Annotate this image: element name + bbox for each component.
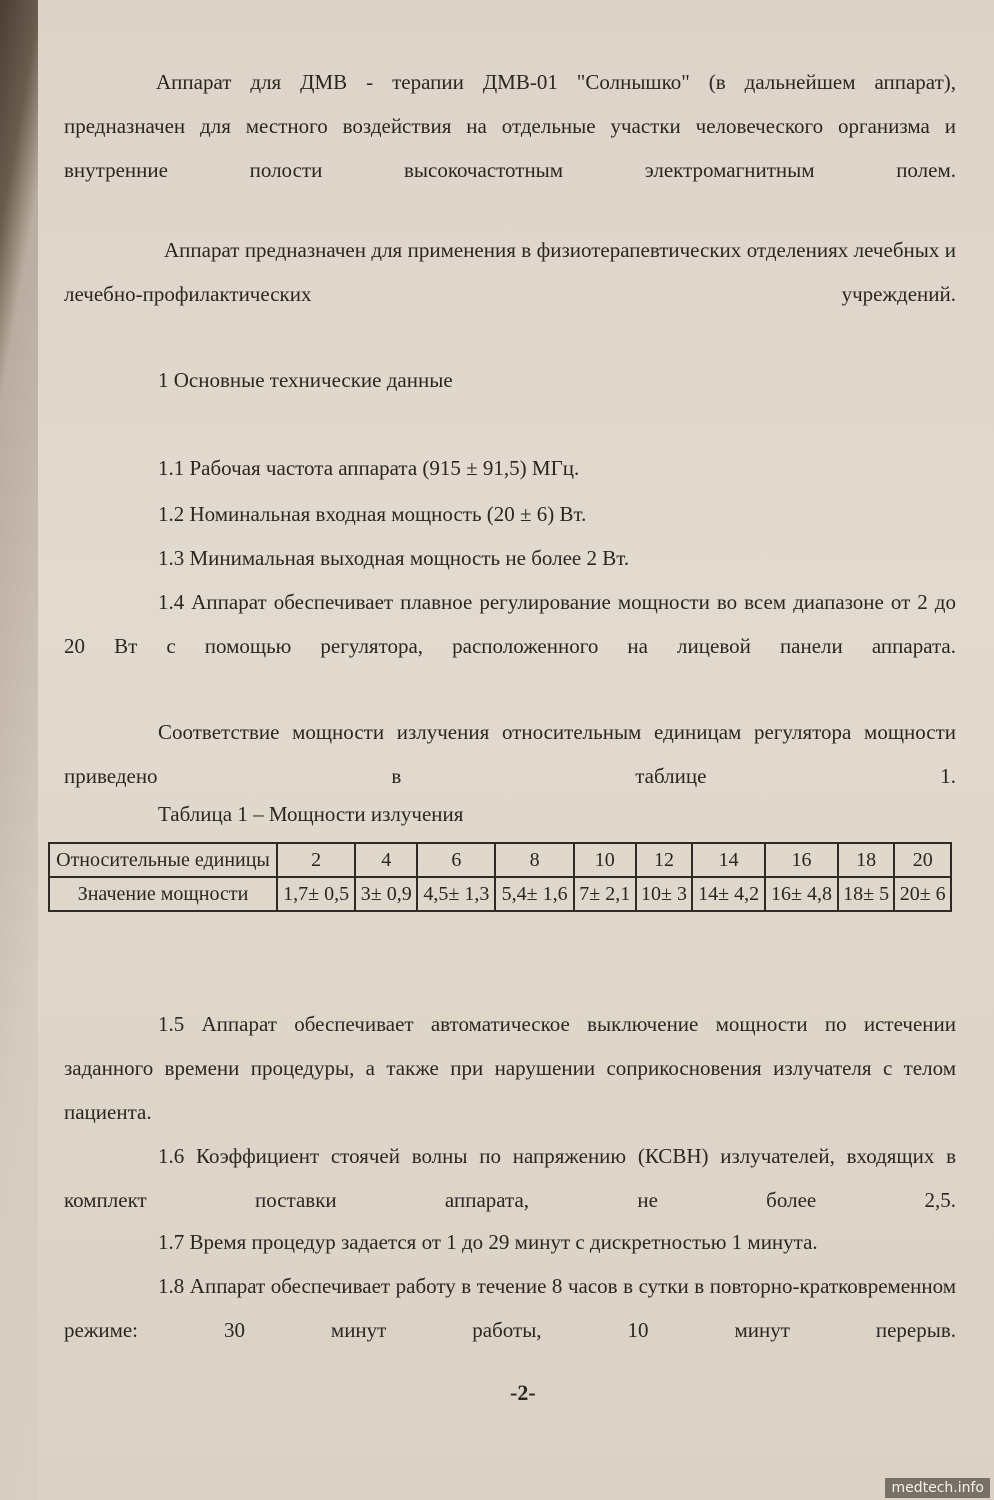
spec-item-1-2: 1.2 Номинальная входная мощность (20 ± 6) Вт. bbox=[158, 502, 587, 526]
spec-item-1-7: 1.7 Время процедур задается от 1 до 29 минут с дискретностью 1 минута. bbox=[158, 1230, 818, 1254]
watermark: medtech.info bbox=[885, 1478, 990, 1498]
spec-item-1-1: 1.1 Рабочая частота аппарата (915 ± 91,5) МГц. bbox=[158, 456, 580, 480]
power-table bbox=[48, 842, 952, 912]
table-cell-value: 7± 2,1 bbox=[574, 877, 636, 911]
table-cell-unit: 16 bbox=[765, 843, 838, 877]
table-header-units: Относительные единицы bbox=[49, 843, 277, 877]
table-cell-value: 18± 5 bbox=[838, 877, 895, 911]
table-cell-value: 14± 4,2 bbox=[692, 877, 765, 911]
table-header-values: Значение мощности bbox=[49, 877, 277, 911]
table-cell-unit: 20 bbox=[894, 843, 951, 877]
page-number: -2- bbox=[510, 1380, 536, 1405]
table-cell-unit: 10 bbox=[574, 843, 636, 877]
table-cell-unit: 18 bbox=[838, 843, 895, 877]
table-cell-value: 5,4± 1,6 bbox=[495, 877, 573, 911]
intro-paragraph-1: Аппарат для ДМВ - терапии ДМВ-01 "Солнышко" (в дальнейшем аппарат), предназначен для местного воздействия на отдельные участки человеческого организма и внутренние полости высокочастотным электромагнитным полем. bbox=[64, 70, 956, 182]
table-cell-unit: 8 bbox=[495, 843, 573, 877]
table-cell-value: 4,5± 1,3 bbox=[417, 877, 495, 911]
spec-item-1-5: 1.5 Аппарат обеспечивает автоматическое выключение мощности по истечении заданного времени процедуры, а также при нарушении соприкосновения излучателя с телом пациента. bbox=[64, 1012, 956, 1124]
table-cell-unit: 12 bbox=[636, 843, 693, 877]
table-row-values bbox=[49, 877, 951, 911]
table-row-units bbox=[49, 843, 951, 877]
table-cell-unit: 2 bbox=[277, 843, 355, 877]
spec-item-1-3: 1.3 Минимальная выходная мощность не более 2 Вт. bbox=[158, 546, 630, 570]
intro-paragraph-2: Аппарат предназначен для применения в физиотерапевтических отделениях лечебных и лечебно-профилактических учреждений. bbox=[64, 238, 956, 306]
table-cell-unit: 6 bbox=[417, 843, 495, 877]
table-cell-value: 10± 3 bbox=[636, 877, 693, 911]
table-caption: Таблица 1 – Мощности излучения bbox=[158, 802, 464, 826]
table-cell-value: 1,7± 0,5 bbox=[277, 877, 355, 911]
table-cell-value: 16± 4,8 bbox=[765, 877, 838, 911]
spec-item-1-6: 1.6 Коэффициент стоячей волны по напряжению (КСВН) излучателей, входящих в комплект поставки аппарата, не более 2,5. bbox=[64, 1144, 956, 1212]
section-title: 1 Основные технические данные bbox=[158, 368, 453, 392]
table-cell-unit: 14 bbox=[692, 843, 765, 877]
table-cell-value: 20± 6 bbox=[894, 877, 951, 911]
spec-item-1-8: 1.8 Аппарат обеспечивает работу в течение 8 часов в сутки в повторно-кратковременном режиме: 30 минут работы, 10 минут перерыв. bbox=[64, 1274, 956, 1342]
table-cell-unit: 4 bbox=[355, 843, 417, 877]
spec-item-1-4: 1.4 Аппарат обеспечивает плавное регулирование мощности во всем диапазоне от 2 до 20 Вт с помощью регулятора, расположенного на лицевой панели аппарата. bbox=[64, 590, 956, 658]
correspondence-paragraph: Соответствие мощности излучения относительным единицам регулятора мощности приведено в таблице 1. bbox=[64, 720, 956, 788]
table-cell-value: 3± 0,9 bbox=[355, 877, 417, 911]
